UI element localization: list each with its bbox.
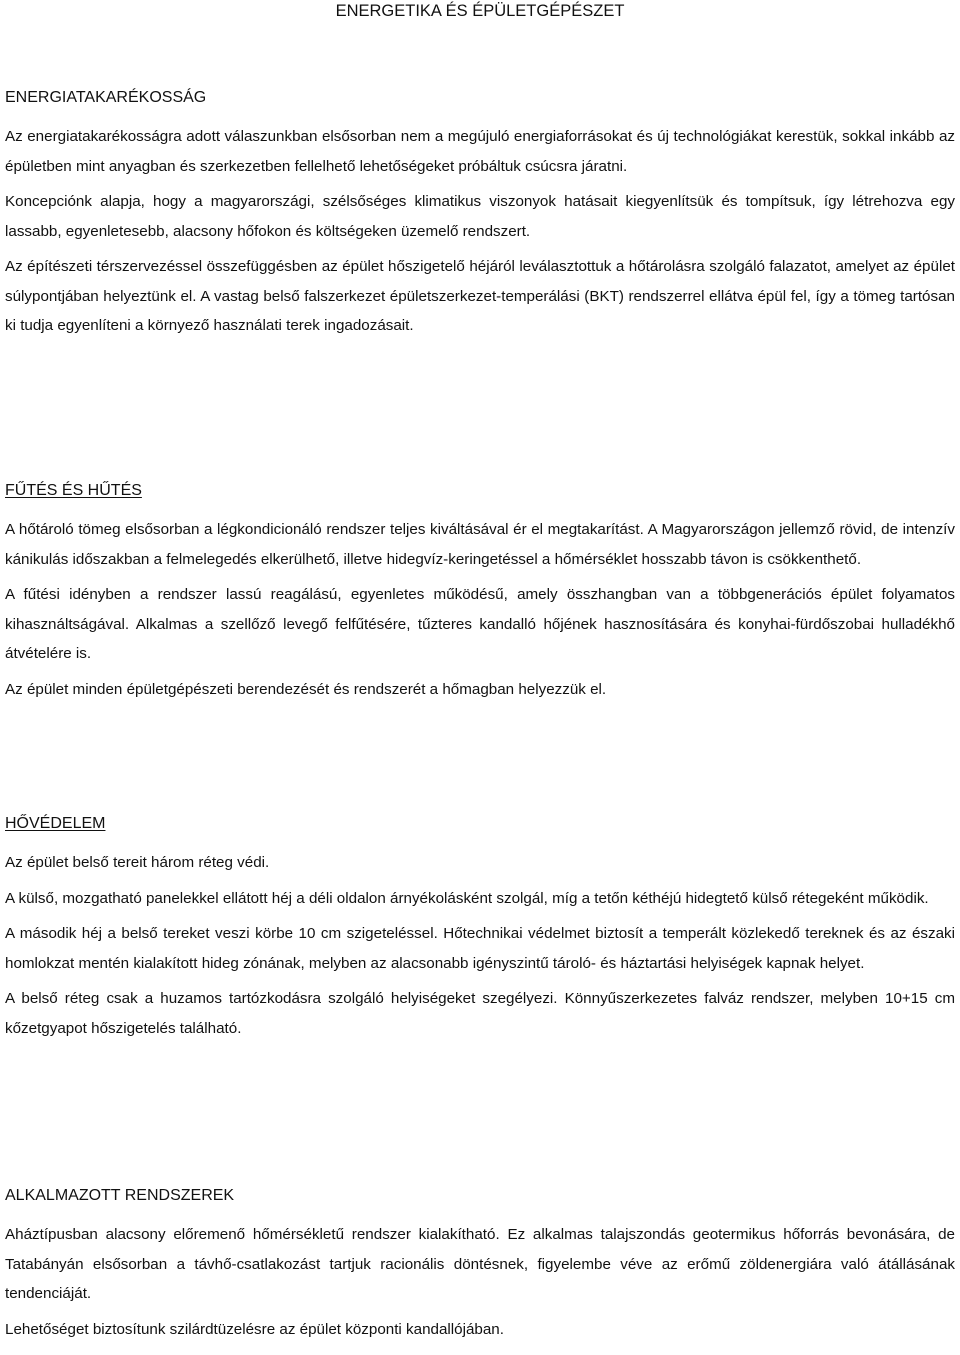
paragraph: A hőtároló tömeg elsősorban a légkondicionáló rendszer teljes kiváltásával ér el megtakarítást. A Magyarországon jellemző rövid, de intenzív kánikulás időszakban a felmelegedés elkerülhető, illetve hidegvíz-keringetéssel a hőmérséklet hosszabb távon is csökkenthető. — [5, 521, 955, 568]
paragraph: A külső, mozgatható panelekkel ellátott héj a déli oldalon árnyékolásként szolgál, míg a tetőn kéthéjú hidegtető külső rétegeként működik. — [5, 889, 929, 907]
section-heading: ALKALMAZOTT RENDSZEREK — [5, 1187, 235, 1204]
section-heading: ENERGIATAKARÉKOSSÁG — [5, 89, 207, 106]
paragraph: Aháztípusban alacsony előremenő hőmérsékletű rendszer kialakítható. Ez alkalmas talajszondás geotermikus hőforrás bevonására, de Tatabányán elsősorban a távhő-csatlakozást tartjuk racionális döntésnek, figyelembe véve az erőmű zöldenergiára való átállásának tendenciáját. — [5, 1226, 955, 1302]
section-applied-systems — [5, 1186, 955, 1350]
section-heating-cooling — [5, 481, 955, 710]
paragraph: A második héj a belső tereket veszi körbe 10 cm szigeteléssel. Hőtechnikai védelmet biztosít a temperált közlekedő tereknek és az északi homlokzat mentén kialakított hideg zónának, melyben az alacsonabb igényszintű tároló- és háztartási helyiségek kapnak helyet. — [5, 925, 955, 972]
section-thermal-protection — [5, 814, 955, 1049]
paragraph: Lehetőséget biztosítunk szilárdtüzelésre az épület központi kandallójában. — [5, 1320, 504, 1338]
paragraph: Az épület minden épületgépészeti berendezését és rendszerét a hőmagban helyezzük el. — [5, 680, 607, 698]
paragraph: A fűtési idényben a rendszer lassú reagálású, egyenletes működésű, amely összhangban van a többgenerációs épület folyamatos kihasználtságával. Alkalmas a szellőző levegő felfűtésére, tűzteres kandalló hőjének hasznosítására és konyhai-fürdőszobai hulladékhő átvételére is. — [5, 586, 955, 662]
paragraph: Az épület belső tereit három réteg védi. — [5, 854, 270, 871]
section-heading: HŐVÉDELEM — [5, 815, 106, 832]
paragraph: A belső réteg csak a huzamos tartózkodásra szolgáló helyiségeket szegélyezi. Könnyűszerkezetes falváz rendszer, melyben 10+15 cm kőzetgyapot hőszigetelés található. — [5, 990, 955, 1037]
paragraph: Az építészeti térszervezéssel összefüggésben az épület hőszigetelő héjáról leválasztottuk a hőtárolásra szolgáló falazatot, amelyet az épület súlypontjában helyeztünk el. A vastag belső falszerkezet épületszerkezet-temperálási (BKT) rendszerrel ellátva épül fel, így a tömeg tartósan ki tudja egyenlíteni a környező használati terek ingadozásait. — [5, 258, 955, 334]
section-energy-saving — [5, 88, 955, 347]
paragraph: Koncepciónk alapja, hogy a magyarországi, szélsőséges klimatikus viszonyok hatásait kiegyenlítsük és tompítsuk, így létrehozva egy lassabb, egyenletesebb, alacsony hőfokon és költségeken üzemelő rendszert. — [5, 193, 955, 240]
document-title: ENERGETIKA ÉS ÉPÜLETGÉPÉSZET — [335, 2, 625, 20]
paragraph: Az energiatakarékosságra adott válaszunkban elsősorban nem a megújuló energiaforrásokat és új technológiákat kerestük, sokkal inkább az épületben mint anyagban és szerkezetben fellelhető lehetőségeket próbáltuk csúcsra járatni. — [5, 128, 955, 175]
section-heading: FŰTÉS ÉS HŰTÉS — [5, 482, 142, 499]
